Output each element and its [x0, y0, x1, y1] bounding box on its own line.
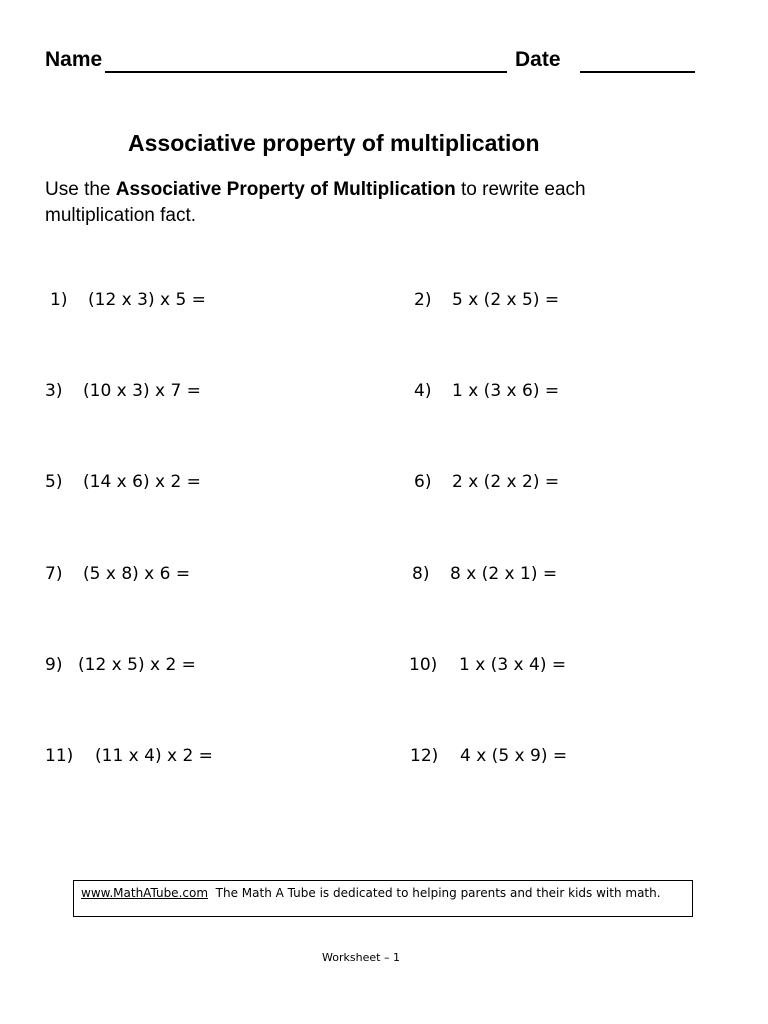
problem-number: 11) [45, 746, 74, 766]
problem-expression: 5 x (2 x 5) = [452, 290, 560, 310]
problem-1 [50, 290, 206, 310]
problem-expression: (14 x 6) x 2 = [83, 472, 201, 492]
problem-number: 7) [45, 564, 63, 584]
problem-number: 12) [410, 746, 439, 766]
problem-4 [414, 381, 559, 401]
footer-box [73, 880, 693, 917]
worksheet-title: Associative property of multiplication [128, 130, 540, 156]
problem-number: 9) [45, 655, 63, 675]
problem-number: 10) [409, 655, 438, 675]
problem-number: 2) [414, 290, 432, 310]
problem-12 [410, 746, 567, 766]
problem-expression: (11 x 4) x 2 = [95, 746, 213, 766]
problem-3 [45, 381, 201, 401]
problem-8 [412, 564, 557, 584]
page-label: Worksheet – 1 [322, 951, 400, 964]
problem-6 [414, 472, 559, 492]
problem-expression: 2 x (2 x 2) = [452, 472, 560, 492]
date-label: Date [515, 48, 561, 71]
problem-number: 6) [414, 472, 432, 492]
date-field-line[interactable] [580, 71, 695, 73]
problem-number: 8) [412, 564, 430, 584]
problem-2 [414, 290, 559, 310]
instructions-suffix: to rewrite each multiplication fact. [45, 179, 586, 226]
problem-expression: (12 x 3) x 5 = [88, 290, 206, 310]
name-label: Name [45, 48, 103, 71]
problem-10 [409, 655, 566, 675]
header-row [45, 44, 705, 76]
problem-number: 4) [414, 381, 432, 401]
problem-expression: 1 x (3 x 4) = [459, 655, 567, 675]
problem-9 [45, 655, 196, 675]
problem-number: 3) [45, 381, 63, 401]
problem-11 [45, 746, 213, 766]
instructions-prefix: Use the [45, 179, 116, 200]
website-link[interactable]: www.MathATube.com [81, 886, 209, 900]
problem-number: 5) [45, 472, 63, 492]
problem-expression: 4 x (5 x 9) = [460, 746, 568, 766]
problem-expression: (12 x 5) x 2 = [78, 655, 196, 675]
problem-number: 1) [50, 290, 68, 310]
footer-tagline: The Math A Tube is dedicated to helping parents and their kids with math. [215, 886, 661, 900]
instructions-emphasis: Associative Property of Multiplication [115, 179, 456, 200]
problem-expression: 1 x (3 x 6) = [452, 381, 560, 401]
problem-expression: (10 x 3) x 7 = [83, 381, 201, 401]
problem-7 [45, 564, 190, 584]
problem-expression: (5 x 8) x 6 = [83, 564, 191, 584]
problem-expression: 8 x (2 x 1) = [450, 564, 558, 584]
problem-5 [45, 472, 201, 492]
instructions [45, 177, 685, 229]
name-field-line[interactable] [105, 71, 507, 73]
